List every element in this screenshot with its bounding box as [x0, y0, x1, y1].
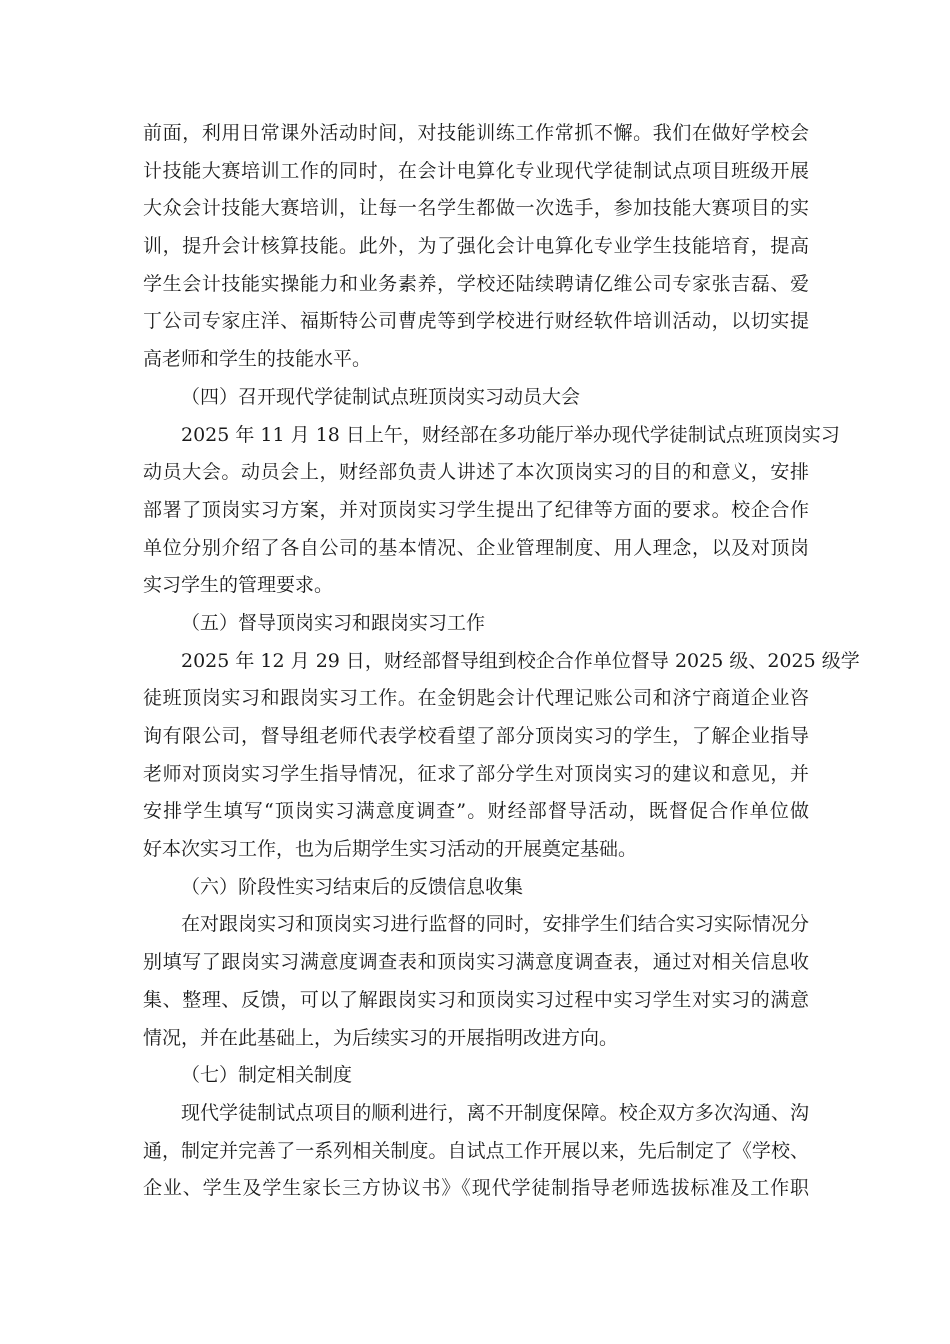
paragraph-line: 实习学生的管理要求。	[143, 574, 334, 597]
paragraph-line: 单位分别介绍了各自公司的基本情况、企业管理制度、用人理念，以及对顶岗	[143, 536, 809, 559]
paragraph-line: 徒班顶岗实习和跟岗实习工作。在金钥匙会计代理记账公司和济宁商道企业咨	[143, 687, 809, 710]
paragraph-line: 部署了顶岗实习方案，并对顶岗实习学生提出了纪律等方面的要求。校企合作	[143, 498, 809, 521]
paragraph-first-line: 2025 年 12 月 29 日，财经部督导组到校企合作单位督导 2025 级、2025 级学	[181, 649, 860, 672]
paragraph-line: 别填写了跟岗实习满意度调查表和顶岗实习满意度调查表，通过对相关信息收	[143, 951, 809, 974]
paragraph-first-line: 现代学徒制试点项目的顺利进行，离不开制度保障。校企双方多次沟通、沟	[181, 1101, 809, 1124]
paragraph-first-line: （七）制定相关制度	[181, 1064, 353, 1087]
document-body	[143, 115, 860, 1208]
paragraph-line: 情况，并在此基础上，为后续实习的开展指明改进方向。	[143, 1026, 619, 1049]
paragraph-line: 学生会计技能实操能力和业务素养，学校还陆续聘请亿维公司专家张吉磊、爱	[143, 272, 809, 295]
paragraph-line: 大众会计技能大赛培训，让每一名学生都做一次选手，参加技能大赛项目的实	[143, 197, 809, 220]
paragraph-line: 前面，利用日常课外活动时间，对技能训练工作常抓不懈。我们在做好学校会	[143, 122, 809, 144]
paragraph-line: 集、整理、反馈，可以了解跟岗实习和顶岗实习过程中实习学生对实习的满意	[143, 988, 809, 1011]
paragraph-line: 动员大会。动员会上，财经部负责人讲述了本次顶岗实习的目的和意义，安排	[143, 461, 809, 484]
paragraph-line: 询有限公司，督导组老师代表学校看望了部分顶岗实习的学生，了解企业指导	[143, 725, 809, 747]
paragraph-first-line: 在对跟岗实习和顶岗实习进行监督的同时，安排学生们结合实习实际情况分	[181, 913, 809, 936]
paragraph-line: 训，提升会计核算技能。此外，为了强化会计电算化专业学生技能培育，提高	[143, 235, 809, 258]
paragraph-first-line: （四）召开现代学徒制试点班顶岗实习动员大会	[181, 385, 581, 408]
paragraph-line: 通，制定并完善了一系列相关制度。自试点工作开展以来，先后制定了《学校、	[143, 1139, 809, 1162]
paragraph-line: 丁公司专家庄洋、福斯特公司曹虎等到学校进行财经软件培训活动，以切实提	[143, 310, 809, 333]
paragraph-first-line: （五）督导顶岗实习和跟岗实习工作	[181, 611, 486, 634]
paragraph-line: 老师对顶岗实习学生指导情况，征求了部分学生对顶岗实习的建议和意见，并	[143, 762, 809, 785]
paragraph-line: 计技能大赛培训工作的同时，在会计电算化专业现代学徒制试点项目班级开展	[143, 159, 809, 182]
paragraph-first-line: （六）阶段性实习结束后的反馈信息收集	[181, 875, 524, 898]
paragraph-line: 安排学生填写“顶岗实习满意度调查”。财经部督导活动，既督促合作单位做	[143, 800, 809, 823]
paragraph-line: 好本次实习工作，也为后期学生实习活动的开展奠定基础。	[143, 838, 638, 861]
paragraph-first-line: 2025 年 11 月 18 日上午，财经部在多功能厅举办现代学徒制试点班顶岗实习	[181, 423, 840, 446]
paragraph-line: 高老师和学生的技能水平。	[143, 348, 372, 371]
paragraph-line: 企业、学生及学生家长三方协议书》《现代学徒制指导老师选拔标准及工作职	[143, 1177, 809, 1200]
